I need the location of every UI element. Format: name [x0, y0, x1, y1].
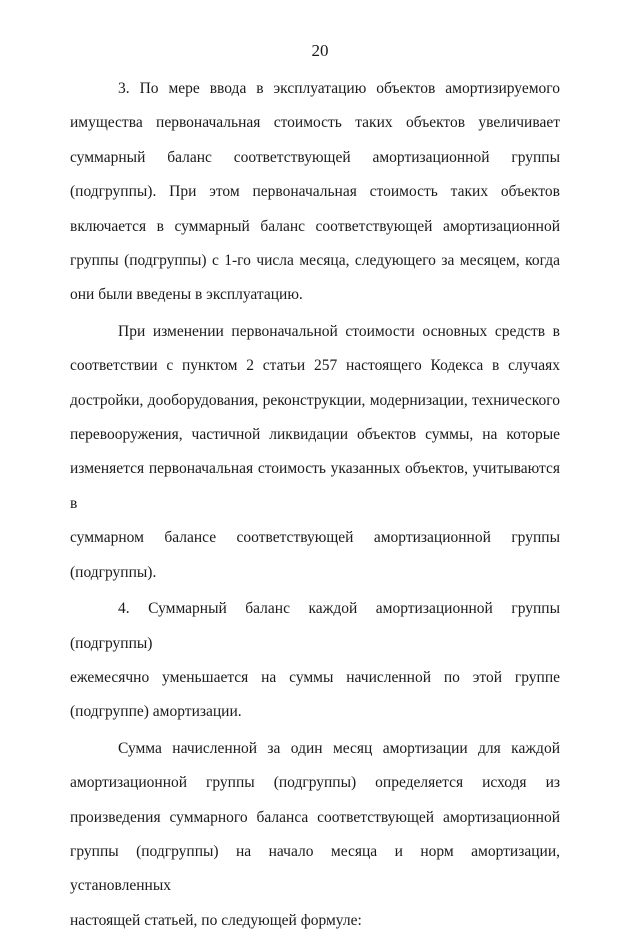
text-line: (подгруппе) амортизации.	[70, 703, 242, 721]
text-line: имущества первоначальная стоимость таких объектов увеличивает	[70, 114, 560, 132]
text-line: (подгруппы). При этом первоначальная стоимость таких объектов	[70, 183, 560, 201]
text-line: суммарный баланс соответствующей амортизационной группы	[70, 148, 560, 166]
text-line: изменяется первоначальная стоимость указанных объектов, учитываются в	[70, 460, 560, 512]
text-line: достройки, дооборудования, реконструкции, модернизации, технического	[70, 391, 560, 409]
text-line: группы (подгруппы) на начало месяца и норм амортизации, установленных	[70, 842, 560, 895]
text-line: 3. По мере ввода в эксплуатацию объектов амортизируемого	[118, 80, 560, 97]
paragraph-4	[70, 732, 560, 938]
text-line: ежемесячно уменьшается на суммы начисленной по этой группе	[70, 668, 560, 686]
text-line: Сумма начисленной за один месяц амортизации для каждой	[118, 739, 560, 757]
text-line: При изменении первоначальной стоимости основных средств в	[118, 322, 560, 340]
text-line: (подгруппы).	[70, 563, 157, 581]
text-line: они были введены в эксплуатацию.	[70, 286, 303, 304]
text-line: суммарном балансе соответствующей амортизационной группы	[70, 529, 560, 547]
text-line: настоящей статьей, по следующей формуле:	[70, 911, 362, 929]
text-line: произведения суммарного баланса соответствующей амортизационной	[70, 808, 560, 826]
page-number: 20	[311, 41, 329, 60]
paragraph-3	[70, 592, 560, 730]
text-line: соответствии с пунктом 2 статьи 257 настоящего Кодекса в случаях	[70, 357, 560, 375]
text-line: группы (подгруппы) с 1-го числа месяца, следующего за месяцем, когда	[70, 252, 560, 270]
text-line: включается в суммарный баланс соответствующей амортизационной	[70, 217, 560, 235]
text-line: 4. Суммарный баланс каждой амортизационной группы (подгруппы)	[70, 600, 560, 652]
text-line: амортизационной группы (подгруппы) определяется исходя из	[70, 774, 560, 792]
text-line: перевооружения, частичной ликвидации объектов суммы, на которые	[70, 426, 560, 444]
paragraph-2	[70, 315, 560, 590]
paragraph-1	[70, 72, 560, 313]
document-body	[70, 72, 560, 938]
